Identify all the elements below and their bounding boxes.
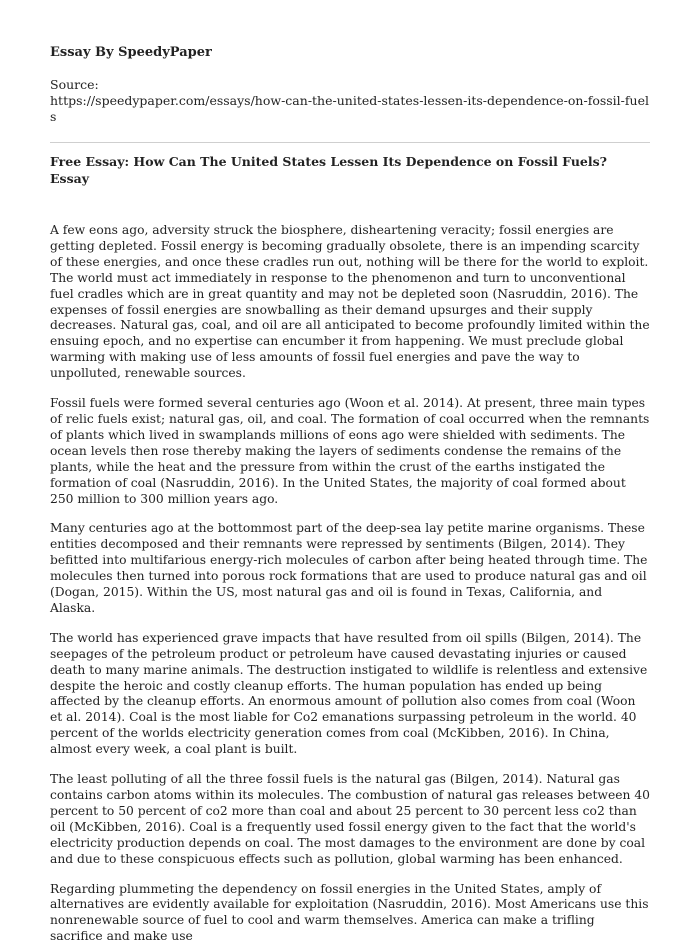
divider	[50, 142, 650, 143]
essay-paragraph-3: Many centuries ago at the bottommost part of the deep-sea lay petite marine organisms. These entities decomposed and their remnants were repressed by sentiments (Bilgen, 2014). They befitted into multifarious energy-rich molecules of carbon after being heated through time. The molecules then turned into porous rock formations that are used to produce natural gas and oil (Dogan, 2015). Within the US, most natural gas and oil is found in Texas, California, and Alaska.	[50, 521, 648, 615]
source-label: Source:	[50, 77, 99, 92]
essay-title: Free Essay: How Can The United States Lessen Its Dependence on Fossil Fuels? Essay	[50, 154, 607, 186]
essay-paragraph-4: The world has experienced grave impacts that have resulted from oil spills (Bilgen, 2014). The seepages of the petroleum product or petroleum have caused devastating injuries or caused death to many marine animals. The destruction instigated to wildlife is relentless and extensive despite the heroic and costly cleanup efforts. The human population has ended up being affected by the cleanup efforts. An enormous amount of pollution also comes from coal (Woon et al. 2014). Coal is the most liable for Co2 emanations surpassing petroleum in the world. 40 percent of the worlds electricity generation comes from coal (McKibben, 2016). In China, almost every week, a coal plant is built.	[50, 630, 648, 757]
brand-heading: Essay By SpeedyPaper	[50, 45, 212, 60]
source-url: https://speedypaper.com/essays/how-can-the-united-states-lessen-its-dependence-on-fossil-fuels	[50, 93, 649, 124]
essay-paragraph-6: Regarding plummeting the dependency on fossil energies in the United States, amply of alternatives are evidently available for exploitation (Nasruddin, 2016). Most Americans use this nonrenewable source of fuel to cool and warm themselves. America can make a trifling sacrifice and make use	[50, 881, 649, 944]
essay-paragraph-5: The least polluting of all the three fossil fuels is the natural gas (Bilgen, 2014). Natural gas contains carbon atoms within its molecules. The combustion of natural gas releases between 40 percent to 50 percent of co2 more than coal and about 25 percent to 30 percent less co2 than oil (McKibben, 2016). Coal is a frequently used fossil energy given to the fact that the world's electricity production depends on coal. The most damages to the environment are done by coal and due to these conspicuous effects such as pollution, global warming has been enhanced.	[50, 772, 650, 866]
essay-paragraph-2: Fossil fuels were formed several centuries ago (Woon et al. 2014). At present, three main types of relic fuels exist; natural gas, oil, and coal. The formation of coal occurred when the remnants of plants which lived in swamplands millions of eons ago were shielded with sediments. The ocean levels then rose thereby making the layers of sediments condense the remains of the plants, while the heat and the pressure from within the crust of the earths instigated the formation of coal (Nasruddin, 2016). In the United States, the majority of coal formed about 250 million to 300 million years ago.	[50, 396, 650, 506]
essay-paragraph-1: A few eons ago, adversity struck the biosphere, disheartening veracity; fossil energies are getting depleted. Fossil energy is becoming gradually obsolete, there is an impending scarcity of these energies, and once these cradles run out, nothing will be there for the world to exploit. The world must act immediately in response to the phenomenon and turn to unconventional fuel cradles which are in great quantity and may not be depleted soon (Nasruddin, 2016). The expenses of fossil energies are snowballing as their demand upsurges and their supply decreases. Natural gas, coal, and oil are all anticipated to become profoundly limited within the ensuing epoch, and no expertise can encumber it from happening. We must preclude global warming with making use of less amounts of fossil fuel energies and pave the way to unpolluted, renewable sources.	[50, 223, 650, 381]
